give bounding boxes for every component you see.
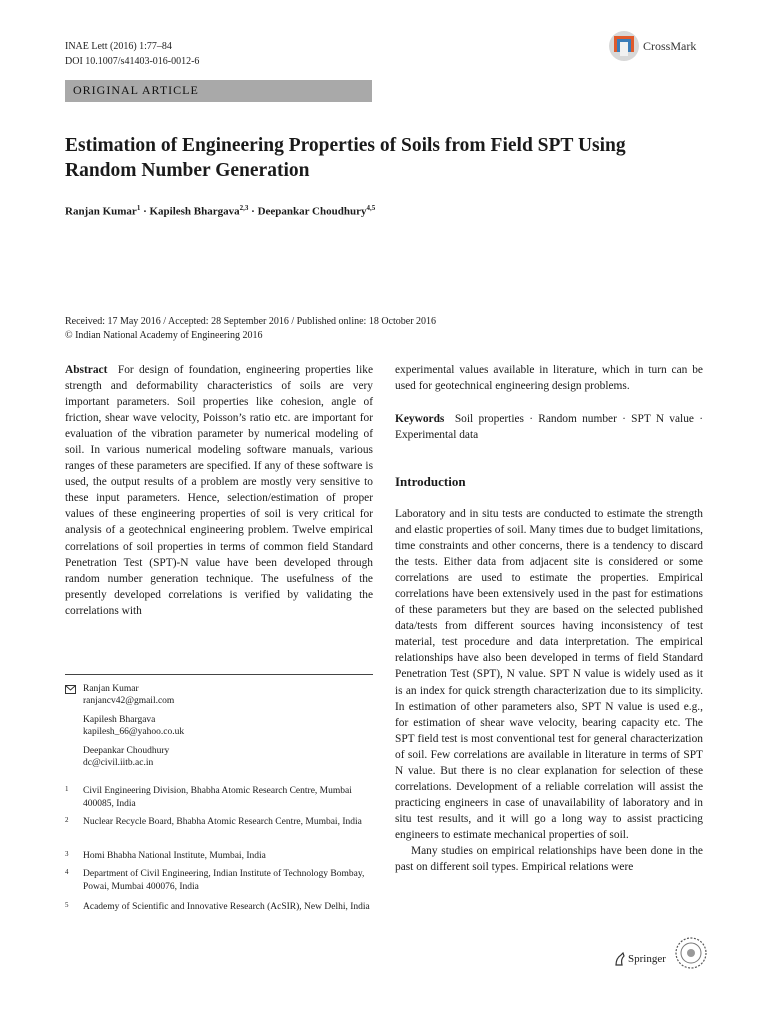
- article-type-banner: [65, 80, 372, 102]
- crossmark-label: CrossMark: [643, 39, 697, 53]
- affiliation-text: Homi Bhabha National Institute, Mumbai, India: [83, 851, 266, 861]
- springer-horse-icon: [614, 952, 626, 966]
- affiliation-number: 3: [65, 850, 69, 858]
- affiliation-text: Nuclear Recycle Board, Bhabha Atomic Research Centre, Mumbai, India: [83, 817, 362, 827]
- affiliation-number: 2: [65, 816, 69, 824]
- inae-seal-icon: [674, 936, 708, 970]
- author-separator: ·: [140, 205, 150, 218]
- author-separator: ·: [248, 205, 258, 218]
- affiliation-number: 4: [65, 868, 69, 876]
- abstract-continuation: experimental values available in literature, which in turn can be used for geotechnical engineering design problems.: [395, 364, 703, 393]
- affiliation-number: 1: [65, 785, 69, 793]
- introduction-heading: Introduction: [395, 474, 466, 489]
- author-affiliation-ref: 2,3: [239, 204, 249, 212]
- keywords-text: Soil properties · Random number · SPT N value · Experimental data: [395, 413, 703, 442]
- abstract: [65, 362, 373, 619]
- publisher-name: Springer: [628, 953, 666, 965]
- abstract-text: For design of foundation, engineering properties like strength and deformability characteristics of soils are very important parameters. Soil properties like cohesion, angle of friction, shear wave velocity, Poisson’s ratio etc. are important for evaluation of the vibration parameter by numerical modeling of soil. In various numerical modeling software manuals, various ranges of these parameters are specified. If any of these software is used, the output results of a problem are mostly very sensitive to these input parameters. Hence, selection/estimation of proper values of these engineering properties of soil is very critical for analysis of a geotechnical engineering problem. Twelve empirical correlations of soil properties in terms of common field Standard Penetration Test (SPT)-N value have been developed through random number generation technique. The usefulness of the presently developed correlations is verified by validating the correlations with: [65, 364, 373, 617]
- affiliation-text: Civil Engineering Division, Bhabha Atomic Research Centre, Mumbai 400085, India: [83, 786, 352, 809]
- affiliation-item: [65, 785, 373, 811]
- author-affiliation-ref: 4,5: [366, 204, 376, 212]
- affiliation-item: [65, 850, 373, 863]
- affiliation-item: [65, 868, 373, 894]
- coauthor-email[interactable]: kapilesh_66@yahoo.co.uk: [83, 727, 185, 737]
- coauthor-name: Kapilesh Bhargava: [83, 715, 156, 725]
- affiliation-text: Academy of Scientific and Innovative Research (AcSIR), New Delhi, India: [83, 902, 370, 912]
- corresponding-author-email[interactable]: ranjancv42@gmail.com: [83, 696, 175, 706]
- author-affiliation-ref: 1: [136, 204, 141, 212]
- journal-citation: INAE Lett (2016) 1:77–84: [65, 41, 172, 52]
- crossmark-icon: [608, 30, 640, 62]
- introduction-paragraph: Many studies on empirical relationships have been done in the past on different soil types. Empirical relations were: [395, 844, 703, 874]
- affiliation-number: 5: [65, 901, 69, 909]
- keywords: [395, 411, 703, 443]
- affiliation-item: [65, 901, 373, 927]
- keywords-label: Keywords: [395, 413, 445, 425]
- abstract-label: Abstract: [65, 364, 108, 376]
- envelope-icon: [65, 685, 76, 694]
- coauthor-email[interactable]: dc@civil.iitb.ac.in: [83, 758, 154, 768]
- author-name: Kapilesh Bhargava: [149, 205, 240, 218]
- affiliation-item: [65, 816, 373, 842]
- doi-link[interactable]: DOI 10.1007/s41403-016-0012-6: [65, 56, 200, 67]
- publisher-logo: [614, 946, 704, 974]
- affiliation-text: Department of Civil Engineering, Indian Institute of Technology Bombay, Powai, Mumbai 400076, India: [83, 869, 365, 892]
- publication-dates: Received: 17 May 2016 / Accepted: 28 September 2016 / Published online: 18 October 2016: [65, 316, 437, 327]
- author-name: Ranjan Kumar: [65, 205, 137, 218]
- paper-title: Estimation of Engineering Properties of Soils from Field SPT Using Random Number Generation: [65, 135, 626, 181]
- copyright-notice: © Indian National Academy of Engineering 2016: [65, 330, 263, 341]
- introduction-paragraph: Laboratory and in situ tests are conducted to estimate the strength and elastic properties of soil. Many times due to budget limitations, time constraints and other concerns, there is a tendency to discard the tests. Either data from adjacent site is considered or some correlations are used to estimate the properties. Empirical correlations have been extensively used in the past for estimations of these parameters but they are based on the selected published data/tests from different sources having inconsistency of test material, test procedure and data interpretation. The empirical relationships have also been developed in terms of field Standard Penetration Test (SPT), N value. SPT N value is widely used as it is an index for quick strength characterization due to its simplicity. In estimation of other parameters also, SPT N value is used e.g., for estimation of shear wave velocity, bearing capacity etc. The SPT field test is most conventional test for general characterization of soil. Few correlations are available in literature in terms of SPT N value. But there is no clear explanation for selection of these correlations. Development of a reliable correlation will assist the practicing engineers in case of unavailability of laboratory and in situ test results, and it will go a long way to assist practicing engineers to estimate mechanical properties of soil.: [395, 508, 703, 841]
- coauthor-name: Deepankar Choudhury: [83, 746, 170, 756]
- author-name: Deepankar Choudhury: [257, 205, 367, 218]
- author-list: [65, 204, 375, 218]
- article-type-label: ORIGINAL ARTICLE: [73, 83, 199, 97]
- corresponding-author-name: Ranjan Kumar: [83, 684, 139, 694]
- crossmark-badge[interactable]: [608, 30, 708, 64]
- footnote-separator: [65, 674, 373, 675]
- introduction-body: [395, 506, 703, 875]
